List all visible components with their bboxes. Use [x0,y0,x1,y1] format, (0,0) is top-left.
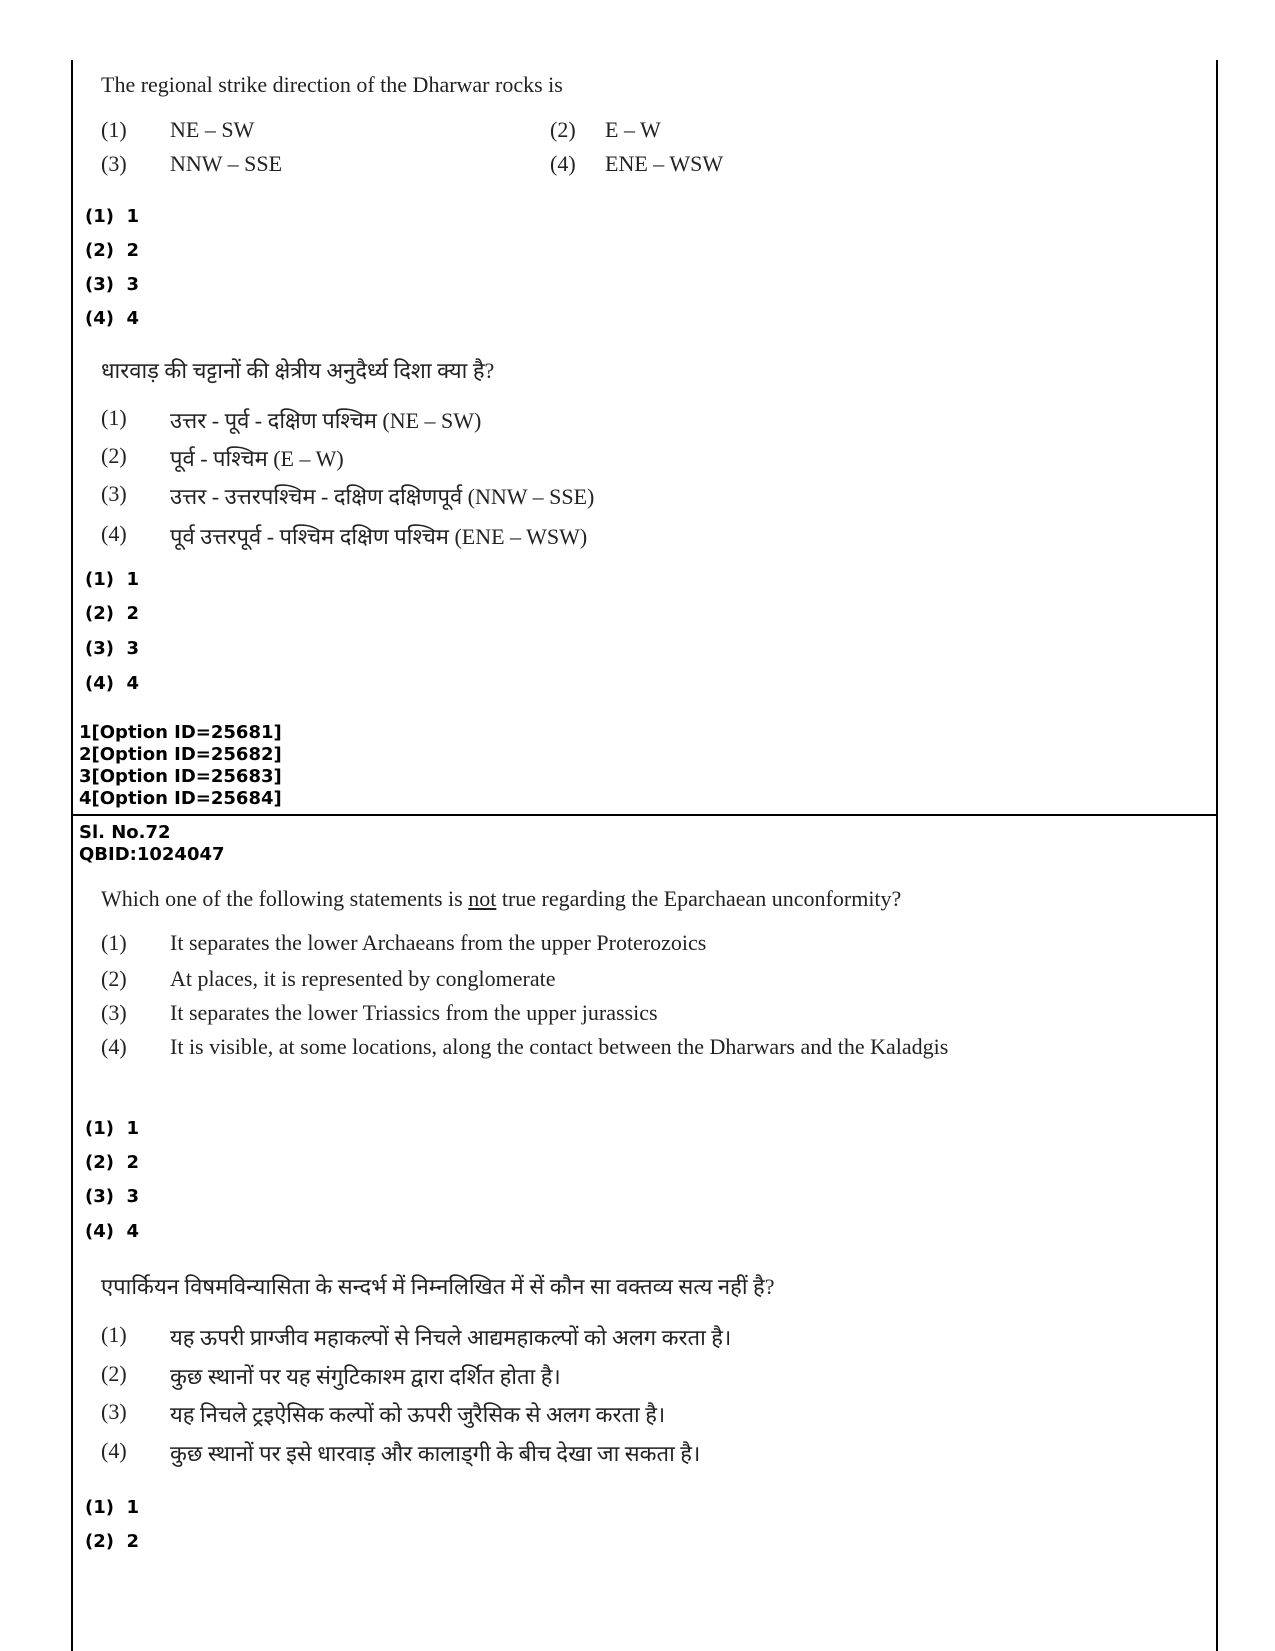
q72-serial-number: Sl. No.72 [79,822,171,843]
q72-answer-choice[interactable]: (1) 1 [85,1497,140,1518]
q72-hi-option-3-num: (3) [101,1399,127,1424]
q71-en-option-3-text: NNW – SSE [170,151,283,176]
q71-hi-option-3-text: उत्तर - उत्तरपश्चिम - दक्षिण दक्षिणपूर्व (NNW – SSE) [170,484,595,509]
q71-answer-choice[interactable]: (2) 2 [85,240,140,261]
q72-answer-choice[interactable]: (3) 3 [85,1186,140,1207]
q71-en-option-1-num: (1) [101,117,127,142]
q72-answer-choice[interactable]: (1) 1 [85,1118,140,1139]
q72-answer-choice[interactable]: (2) 2 [85,1152,140,1173]
q72-hindi-question: एपार्कियन विषमविन्यासिता के सन्दर्भ में निम्नलिखित में सें कौन सा वक्तव्य सत्य नहीं है? [101,1274,775,1299]
left-border-line [71,60,73,1651]
q72-en-option-3-num: (3) [101,1000,127,1025]
q72-answer-choice[interactable]: (4) 4 [85,1221,140,1242]
q71-answer-choice[interactable]: (3) 3 [85,274,140,295]
q71-answer-choice[interactable]: (4) 4 [85,673,140,694]
q72-hi-option-2-num: (2) [101,1361,127,1386]
q71-option-id: 2[Option ID=25682] [79,744,282,765]
q71-answer-choice[interactable]: (3) 3 [85,638,140,659]
q71-en-option-4-num: (4) [550,151,576,176]
q71-answer-choice[interactable]: (4) 4 [85,308,140,329]
q71-hi-option-2-text: पूर्व - पश्चिम (E – W) [170,446,344,471]
q71-answer-choice[interactable]: (1) 1 [85,569,140,590]
q72-en-option-4-text: It is visible, at some locations, along the contact between the Dharwars and the Kaladgis [170,1034,949,1059]
question-divider [71,814,1218,816]
q71-answer-choice[interactable]: (1) 1 [85,206,140,227]
q71-en-option-2-text: E – W [605,117,661,142]
q72-en-option-1-num: (1) [101,930,127,955]
q72-underlined-word: not [468,886,497,911]
q71-hindi-question: धारवाड़ की चट्टानों की क्षेत्रीय अनुदैर्ध्य दिशा क्या है? [101,358,495,383]
q72-answer-choice[interactable]: (2) 2 [85,1531,140,1552]
q71-hi-option-1-text: उत्तर - पूर्व - दक्षिण पश्चिम (NE – SW) [170,408,482,433]
q72-hi-option-1-num: (1) [101,1322,127,1347]
q71-option-id: 3[Option ID=25683] [79,766,282,787]
q71-option-id: 1[Option ID=25681] [79,722,282,743]
q71-en-option-4-text: ENE – WSW [605,151,724,176]
q71-hi-option-3-num: (3) [101,481,127,506]
q71-hi-option-1-num: (1) [101,405,127,430]
q71-hi-option-4-text: पूर्व उत्तरपूर्व - पश्चिम दक्षिण पश्चिम (ENE – WSW) [170,524,588,549]
q71-answer-choice[interactable]: (2) 2 [85,603,140,624]
q71-hi-option-2-num: (2) [101,443,127,468]
q72-hi-option-3-text: यह निचले ट्रइऐसिक कल्पों को ऊपरी जुरैसिक से अलग करता है। [170,1402,666,1427]
q72-hi-option-4-text: कुछ स्थानों पर इसे धारवाड़ और कालाड्गी के बीच देखा जा सकता है। [170,1441,701,1466]
q72-english-question: Which one of the following statements is not true regarding the Eparchaean unconformity? [101,886,902,911]
q71-en-option-2-num: (2) [550,117,576,142]
q72-en-option-2-text: At places, it is represented by conglomerate [170,966,556,991]
q71-en-option-1-text: NE – SW [170,117,255,142]
q72-qbid: QBID:1024047 [79,844,225,865]
q71-en-option-3-num: (3) [101,151,127,176]
q71-option-id: 4[Option ID=25684] [79,788,282,809]
q71-english-question: The regional strike direction of the Dharwar rocks is [101,72,563,97]
q72-en-option-4-num: (4) [101,1034,127,1059]
q72-hi-option-4-num: (4) [101,1438,127,1463]
q72-hi-option-1-text: यह ऊपरी प्राग्जीव महाकल्पों से निचले आद्यमहाकल्पों को अलग करता है। [170,1325,732,1350]
q72-en-option-1-text: It separates the lower Archaeans from the upper Proterozoics [170,930,707,955]
q72-en-option-3-text: It separates the lower Triassics from the upper jurassics [170,1000,658,1025]
right-border-line [1216,60,1218,1651]
q72-en-option-2-num: (2) [101,966,127,991]
q71-hi-option-4-num: (4) [101,521,127,546]
q72-hi-option-2-text: कुछ स्थानों पर यह संगुटिकाश्म द्वारा दर्शित होता है। [170,1364,561,1389]
